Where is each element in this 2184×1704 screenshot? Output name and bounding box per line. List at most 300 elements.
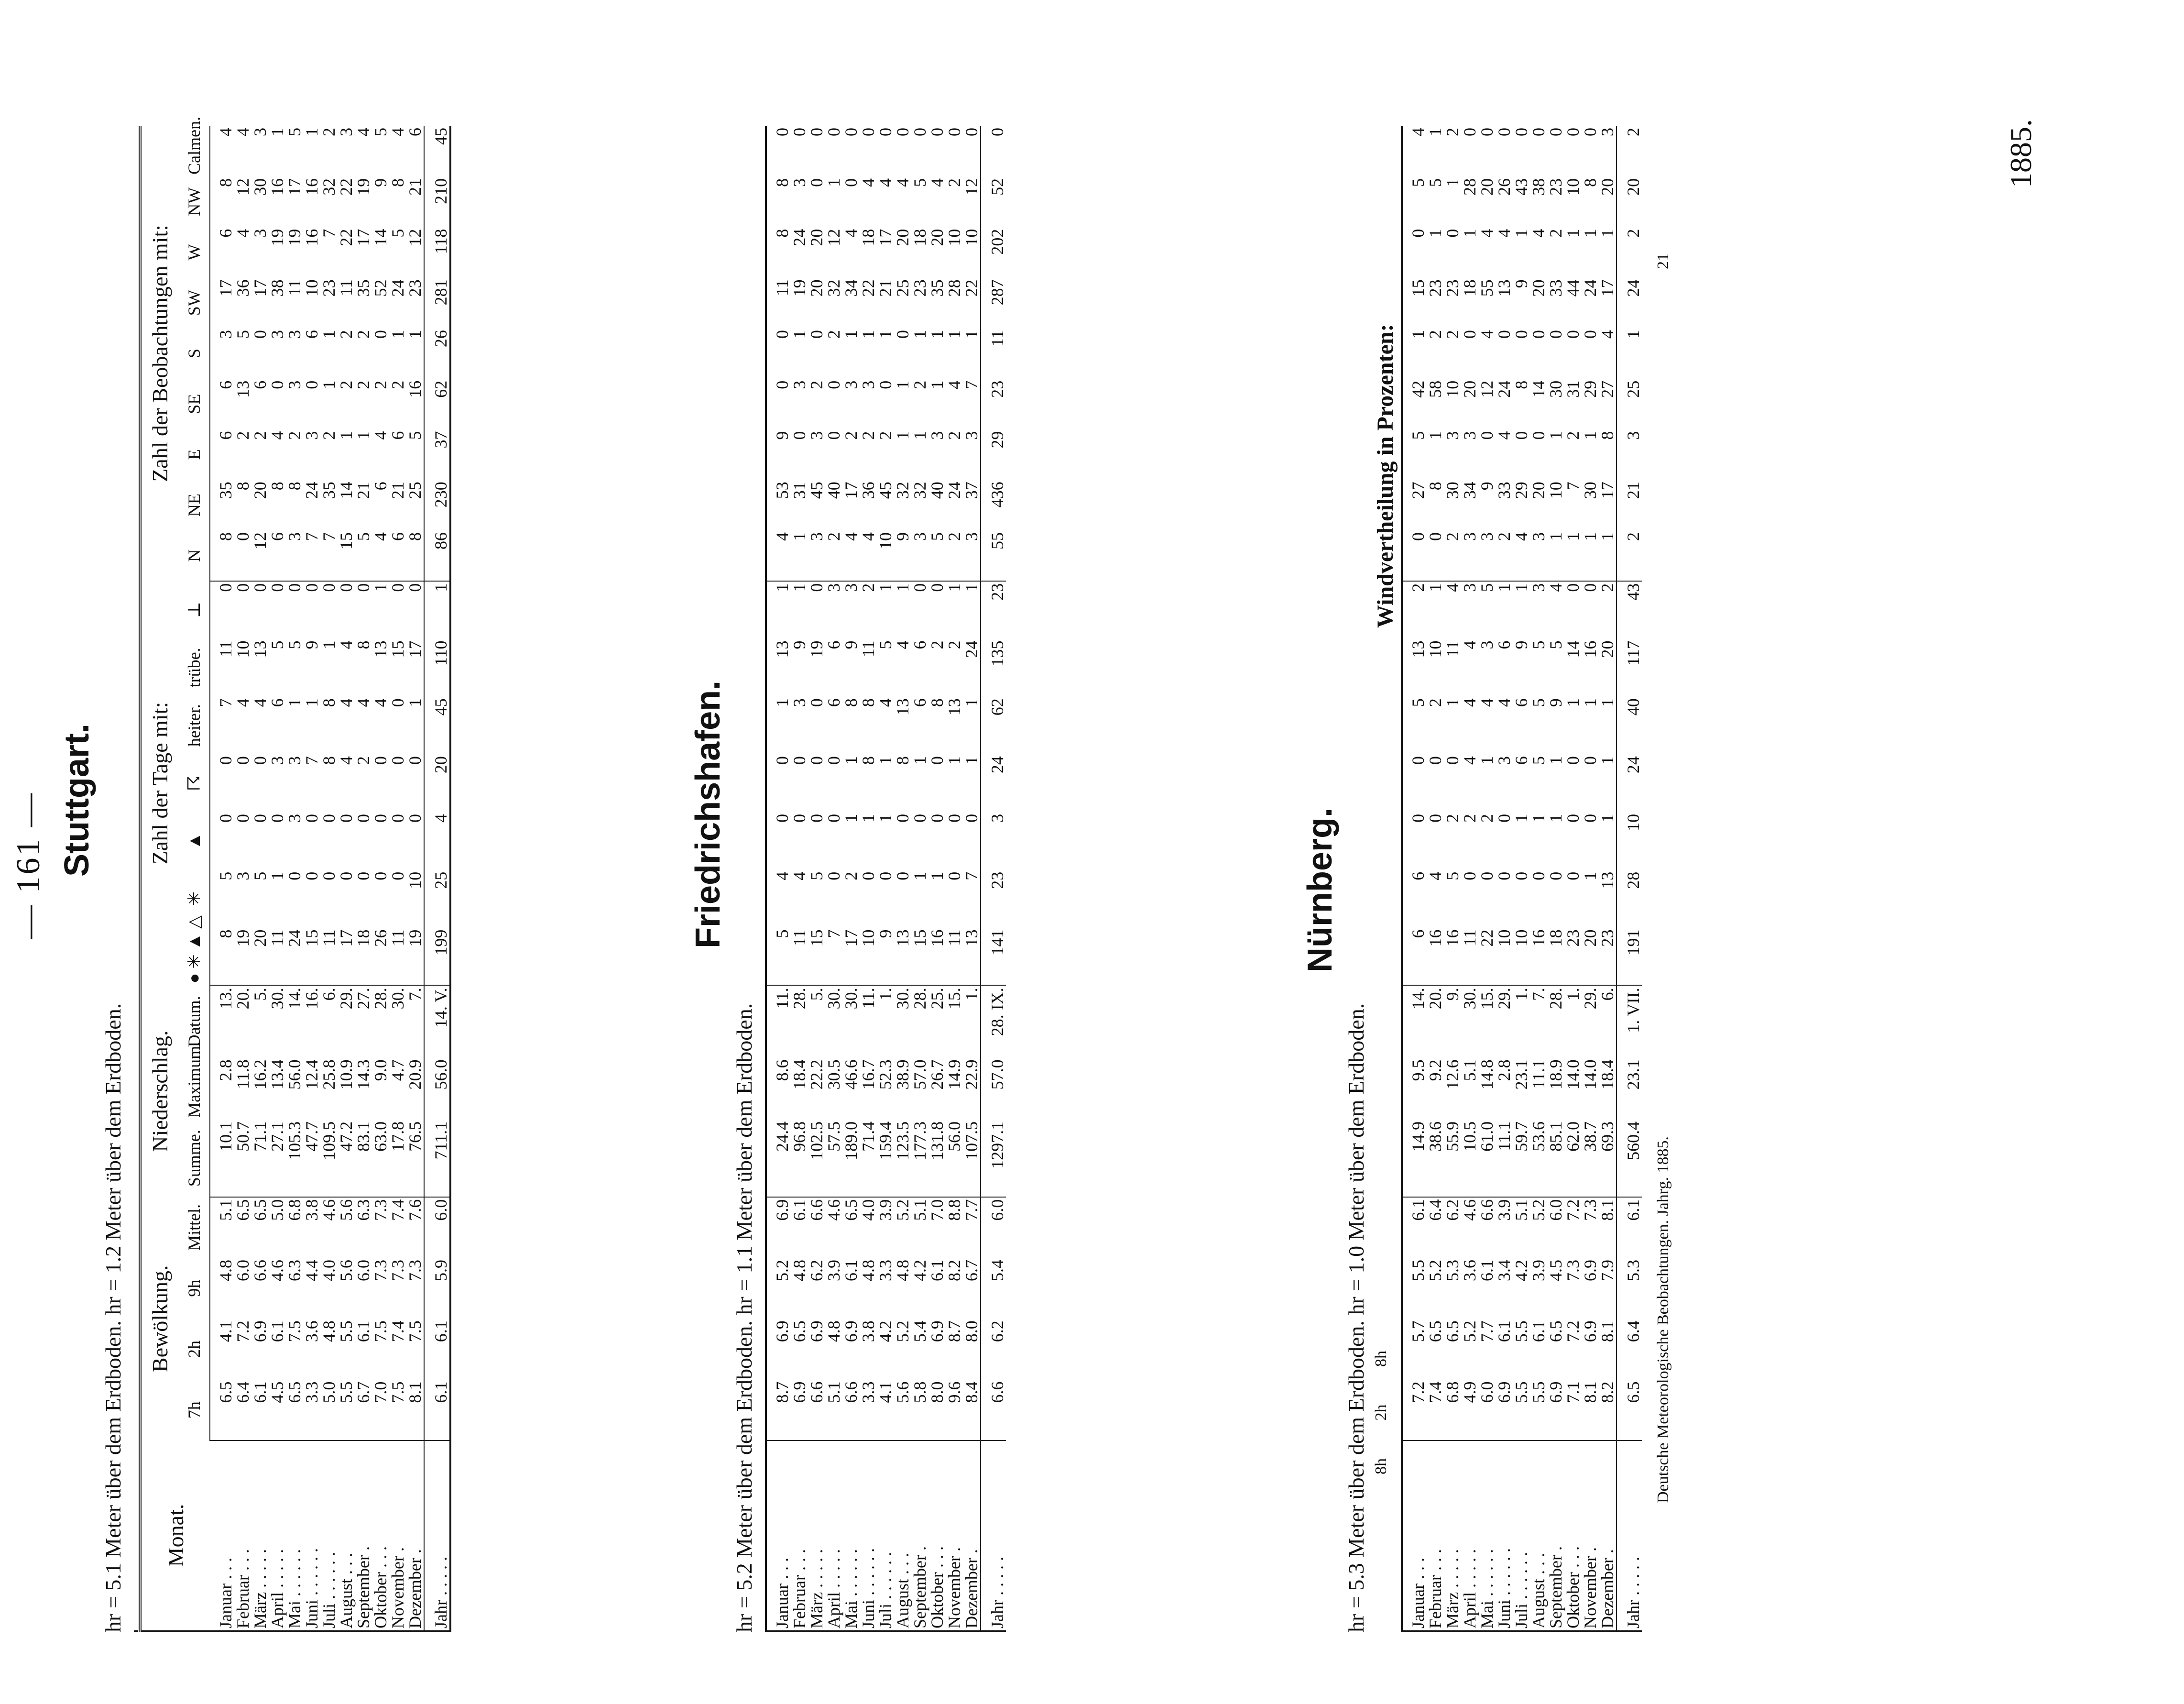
table-cell: 24 — [286, 928, 303, 986]
month-label: Juli . . . . . . — [876, 1551, 895, 1628]
table-cell: 0 — [928, 583, 947, 592]
table-cell: 44 — [1563, 279, 1583, 297]
table-row — [1402, 126, 1427, 1631]
table-cell: 4 — [337, 640, 356, 649]
table-cell: 9 — [841, 640, 861, 649]
table-cell: 0 — [945, 871, 964, 880]
table-cell: 2 — [1409, 583, 1428, 592]
table-cell: 15. — [1477, 988, 1496, 1010]
year-cell: 560.4 — [1616, 1120, 1642, 1197]
table-cell: 23.1 — [1512, 1059, 1531, 1090]
table-cell: 1 — [910, 431, 929, 440]
table-cell: 0 — [790, 814, 809, 823]
footer-sheet-number: 21 — [1654, 253, 1672, 269]
table-cell: 5.2 — [1426, 1259, 1445, 1281]
table-cell: 4 — [1529, 229, 1548, 238]
month-label: September . — [354, 1546, 373, 1628]
table-cell: 42 — [1409, 380, 1428, 398]
year-cell: 11 — [981, 328, 1006, 379]
table-cell: 0 — [388, 698, 407, 707]
table-cell: 0 — [1581, 814, 1600, 823]
table-cell: 36 — [859, 482, 878, 499]
subheader-6: Datum. — [179, 985, 210, 1057]
table-cell: 24 — [1495, 380, 1514, 398]
table-cell: 8.1 — [406, 1380, 424, 1440]
table-cell: 8.1 — [1598, 1199, 1617, 1221]
table-cell: 30. — [1460, 988, 1479, 1010]
table-cell: 30. — [824, 988, 843, 1010]
table-cell: 24 — [962, 640, 981, 658]
table-cell: 0 — [893, 128, 912, 136]
table-cell: 5.2 — [893, 1320, 912, 1342]
table-cell: 20 — [1582, 928, 1599, 986]
table-cell: 23 — [319, 279, 339, 297]
table-cell: 6.9 — [841, 1320, 861, 1342]
month-label: Juni . . . . . . — [859, 1548, 878, 1628]
table-cell: 1 — [371, 583, 390, 592]
table-cell: 0 — [405, 583, 425, 592]
year-cell: 6.0 — [424, 1197, 450, 1258]
table-row — [251, 126, 269, 1631]
table-cell: 10 — [405, 871, 425, 889]
table-cell: 7.3 — [388, 1260, 407, 1282]
year-cell: 6.0 — [981, 1197, 1006, 1258]
table-cell: 0 — [1495, 814, 1514, 823]
table-cell: 4 — [1495, 431, 1514, 440]
year-cell: 6.1 — [424, 1380, 450, 1440]
table-cell: 159.4 — [877, 1120, 894, 1197]
table-cell: 0 — [268, 380, 287, 389]
table-cell: 4.6 — [268, 1260, 287, 1282]
table-cell: 20 — [807, 279, 826, 297]
table-cell: 1 — [790, 583, 809, 592]
table-cell: 16 — [302, 178, 321, 196]
table-cell: 3.3 — [876, 1259, 895, 1281]
table-cell: 3 — [824, 583, 843, 592]
table-cell: 1 — [791, 530, 808, 581]
table-cell: 10.9 — [337, 1059, 356, 1090]
table-cell: 109.5 — [320, 1120, 338, 1197]
table-cell: 2 — [859, 583, 878, 592]
table-cell: 6.5 — [841, 1199, 861, 1221]
table-cell: 102.5 — [808, 1120, 825, 1197]
table-cell: 0 — [234, 530, 251, 581]
table-cell: 15 — [388, 640, 407, 658]
table-cell: 14 — [1563, 640, 1583, 658]
table-cell: 0 — [371, 330, 390, 339]
table-cell: 6.0 — [354, 1260, 373, 1282]
table-row — [860, 126, 877, 1631]
footer-publication: Deutsche Meteorologische Beobachtungen. Jahrg. 1885. — [1654, 1136, 1672, 1503]
table-cell: 0 — [945, 128, 964, 136]
table-cell: 71.4 — [860, 1120, 877, 1197]
table-cell: 8 — [388, 178, 407, 187]
table-cell: 3 — [1460, 583, 1479, 592]
table-cell: 0 — [251, 814, 270, 823]
table-cell: 14.3 — [354, 1059, 373, 1090]
table-cell: 8 — [1512, 380, 1531, 389]
table-cell: 0 — [302, 380, 321, 389]
year-cell: 5.9 — [424, 1258, 450, 1319]
table-cell: 0 — [216, 814, 235, 823]
table-row — [963, 126, 981, 1631]
table-cell: 3 — [859, 380, 878, 389]
table-cell: 6 — [302, 330, 321, 339]
table-cell: 6.9 — [791, 1380, 808, 1440]
table-cell: 6. — [319, 988, 339, 1001]
table-cell: 10 — [302, 279, 321, 297]
table-cell: 20 — [251, 482, 270, 499]
table-cell: 5.5 — [1513, 1380, 1530, 1440]
table-cell: 0 — [319, 814, 339, 823]
table-cell: 0 — [1529, 871, 1548, 880]
table-cell: 5.1 — [1460, 1059, 1479, 1081]
table-cell: 6.1 — [1495, 1320, 1514, 1342]
table-cell: 0 — [773, 380, 792, 389]
table-cell: 7 — [825, 928, 842, 986]
table-cell: 0 — [790, 756, 809, 765]
table-cell: 6.1 — [251, 1380, 269, 1440]
table-cell: 25 — [893, 279, 912, 297]
table-cell: 1 — [928, 380, 947, 389]
table-cell: 6.3 — [285, 1260, 304, 1282]
table-cell: 8 — [406, 530, 424, 581]
table-cell: 0 — [807, 814, 826, 823]
table-cell: 1 — [1598, 756, 1617, 765]
table-cell: 3 — [1477, 640, 1496, 649]
table-cell: 0 — [1546, 330, 1565, 339]
table-cell: 10 — [877, 530, 894, 581]
table-cell: 9.2 — [1426, 1059, 1445, 1081]
table-cell: 0 — [773, 756, 792, 765]
table-cell: 10 — [1563, 178, 1583, 196]
table-cell: 2 — [1496, 530, 1513, 581]
year-cell: 56.0 — [424, 1057, 450, 1119]
table-cell: 1 — [773, 698, 792, 707]
table-cell: 32 — [824, 279, 843, 297]
table-cell: 10.1 — [210, 1120, 234, 1197]
table-cell: 32 — [319, 178, 339, 196]
table-cell: 33 — [1495, 482, 1514, 499]
table-cell: 0 — [1409, 229, 1428, 238]
table-row — [766, 126, 791, 1631]
month-label: November . — [388, 1547, 407, 1628]
subheader-16: E — [179, 429, 210, 480]
table-cell: 57.0 — [910, 1059, 929, 1090]
table-cell: 15. — [945, 988, 964, 1010]
table-cell: 3 — [962, 431, 981, 440]
year-cell: 4 — [424, 812, 450, 870]
table-cell: 5 — [928, 530, 946, 581]
table-cell: 18 — [1460, 279, 1479, 297]
table-cell: 189.0 — [842, 1120, 860, 1197]
table-cell: 7.5 — [405, 1320, 425, 1342]
table-cell: 1 — [268, 871, 287, 880]
table-cell: 1 — [302, 128, 321, 136]
table-cell: 1 — [1512, 583, 1531, 592]
table-cell: 11 — [859, 640, 878, 658]
table-row — [406, 126, 424, 1631]
table-cell: 6.2 — [807, 1259, 826, 1281]
table-cell: 8 — [210, 530, 234, 581]
table-cell: 6.6 — [1477, 1199, 1496, 1221]
year-cell: 52 — [981, 176, 1006, 227]
table-cell: 0 — [1529, 330, 1548, 339]
subheader-4: Summe. — [179, 1120, 210, 1197]
table-cell: 24 — [388, 279, 407, 297]
table-cell: 16 — [1444, 928, 1461, 986]
table-cell: 13 — [371, 640, 390, 658]
table-cell: 0 — [251, 583, 270, 592]
table-cell: 6.1 — [268, 1320, 287, 1342]
table-cell: 0 — [251, 756, 270, 765]
subheader-5: Maximum. — [179, 1057, 210, 1119]
table-cell: 22 — [859, 279, 878, 297]
table-cell: 6.2 — [1443, 1199, 1462, 1221]
year-cell: 1 — [1616, 328, 1642, 379]
table-cell: 0 — [1563, 871, 1583, 880]
table-cell: 5.2 — [1460, 1320, 1479, 1342]
month-label: Januar . . . — [1409, 1558, 1428, 1628]
table-cell: 4 — [1598, 330, 1617, 339]
table-cell: 8.0 — [928, 1380, 946, 1440]
year-cell: 28. IX. — [981, 985, 1006, 1057]
table-cell: 34 — [841, 279, 861, 297]
year-cell: 2 — [1616, 227, 1642, 278]
table-cell: 5.7 — [1409, 1320, 1428, 1342]
table-cell: 9. — [1443, 988, 1462, 1001]
table-cell: 131.8 — [928, 1120, 946, 1197]
table-row — [911, 126, 928, 1631]
table-cell: 11. — [773, 988, 792, 1009]
table-cell: 4.4 — [302, 1260, 321, 1282]
table-cell: 4.9 — [1461, 1380, 1478, 1440]
table-cell: 32 — [893, 482, 912, 499]
table-cell: 5. — [251, 988, 270, 1001]
table-cell: 4.2 — [1512, 1259, 1531, 1281]
table-cell: 0 — [893, 814, 912, 823]
table-cell: 1 — [1581, 431, 1600, 440]
table-cell: 6 — [216, 380, 235, 389]
table-cell: 1 — [319, 330, 339, 339]
table-cell: 96.8 — [791, 1120, 808, 1197]
table-cell: 1 — [910, 756, 929, 765]
year-row — [981, 126, 1006, 1631]
table-cell: 1 — [962, 583, 981, 592]
table-cell: 4 — [859, 178, 878, 187]
month-label: März . . . . . — [251, 1549, 270, 1628]
table-cell: 5 — [1529, 698, 1548, 707]
station-title-friedrichshafen: Friedrichshafen. — [689, 680, 727, 948]
subheader-2: 9h — [179, 1258, 210, 1319]
table-cell: 17 — [841, 482, 861, 499]
table-cell: 0 — [910, 583, 929, 592]
table-cell: 3 — [963, 530, 981, 581]
table-cell: 0 — [1409, 756, 1428, 765]
table-cell: 0 — [1512, 128, 1531, 136]
table-cell: 2 — [388, 380, 407, 389]
table-cell: 15 — [338, 530, 355, 581]
table-cell: 0 — [337, 583, 356, 592]
table-cell: 8.2 — [945, 1259, 964, 1281]
table-cell: 23 — [1426, 279, 1445, 297]
table-cell: 0 — [405, 756, 425, 765]
table-cell: 7.0 — [372, 1380, 389, 1440]
year-cell: 23 — [981, 581, 1006, 639]
table-cell: 6.0 — [1478, 1380, 1496, 1440]
month-label: Februar . . . — [233, 1549, 252, 1628]
year-cell: 5.3 — [1616, 1258, 1642, 1319]
table-cell: 27. — [354, 988, 373, 1010]
table-cell: 30 — [1546, 380, 1565, 398]
table-cell: 16 — [1530, 928, 1547, 986]
table-cell: 4 — [1443, 583, 1462, 592]
table-cell: 55.9 — [1444, 1120, 1461, 1197]
table-cell: 3.9 — [1495, 1199, 1514, 1221]
table-cell: 23 — [910, 279, 929, 297]
table-cell: 8.4 — [963, 1380, 981, 1440]
table-cell: 30 — [251, 178, 270, 196]
table-cell: 16 — [928, 928, 946, 986]
table-cell: 0 — [371, 814, 390, 823]
table-cell: 5 — [876, 640, 895, 649]
table-cell: 22.9 — [962, 1059, 981, 1090]
table-cell: 3 — [808, 530, 825, 581]
table-cell: 22 — [1478, 928, 1496, 986]
table-cell: 2 — [1443, 128, 1462, 136]
table-row — [303, 126, 320, 1631]
table-cell: 0 — [1581, 583, 1600, 592]
table-cell: 8 — [1426, 482, 1445, 491]
table-cell: 1 — [405, 698, 425, 707]
table-cell: 7 — [1563, 482, 1583, 491]
table-cell: 21 — [876, 279, 895, 297]
table-cell: 9 — [877, 928, 894, 986]
table-cell: 10 — [860, 928, 877, 986]
table-cell: 2 — [354, 756, 373, 765]
table-cell: 12 — [824, 229, 843, 246]
table-cell: 7.5 — [285, 1320, 304, 1342]
table-cell: 16. — [302, 988, 321, 1010]
table-cell: 7 — [319, 229, 339, 238]
table-row — [1547, 126, 1564, 1631]
table-cell: 3 — [285, 814, 304, 823]
table-row — [372, 126, 389, 1631]
table-cell: 2 — [910, 380, 929, 389]
subheader-11: heiter. — [179, 696, 210, 754]
table-cell: 1 — [1477, 756, 1496, 765]
table-cell: 0 — [1529, 431, 1548, 440]
year-cell: 37 — [424, 429, 450, 480]
table-cell: 1. — [1563, 988, 1583, 1001]
table-cell: 4 — [216, 128, 235, 136]
table-cell: 25 — [405, 482, 425, 499]
wind-title: Windvertheilung in Prozenten: — [1373, 324, 1398, 628]
year-cell: 230 — [424, 480, 450, 530]
table-cell: 4 — [945, 380, 964, 389]
table-cell: 38.9 — [893, 1059, 912, 1090]
month-label: April . . . . . — [824, 1549, 843, 1628]
table-cell: 8 — [928, 698, 947, 707]
year-row — [424, 126, 450, 1631]
month-label: Dezember . — [405, 1549, 425, 1628]
table-cell: 38.7 — [1582, 1120, 1599, 1197]
table-cell: 19 — [790, 279, 809, 297]
year-cell: 43 — [1616, 581, 1642, 639]
table-cell: 5 — [1443, 871, 1462, 880]
table-cell: 0 — [807, 698, 826, 707]
month-label: Mai . . . . . . — [285, 1549, 304, 1628]
table-cell: 30.5 — [824, 1059, 843, 1090]
table-cell: 3 — [285, 380, 304, 389]
table-cell: 6.1 — [841, 1259, 861, 1281]
year-cell: 135 — [981, 638, 1006, 696]
table-cell: 1 — [1426, 583, 1445, 592]
table-cell: 7.4 — [388, 1320, 407, 1342]
table-cell: 19 — [268, 229, 287, 246]
table-cell: 7.2 — [1563, 1199, 1583, 1221]
table-cell: 4 — [860, 530, 877, 581]
table-row — [210, 126, 234, 1631]
table-cell: 2 — [807, 380, 826, 389]
year-cell: 6.5 — [1616, 1380, 1642, 1440]
table-cell: 24 — [1581, 279, 1600, 297]
table-cell: 17.8 — [389, 1120, 406, 1197]
table-cell: 1 — [928, 330, 947, 339]
table-cell: 2 — [319, 128, 339, 136]
table-row — [894, 126, 911, 1631]
table-cell: 45 — [807, 482, 826, 499]
year-cell: 86 — [424, 530, 450, 581]
table-cell: 0 — [928, 128, 947, 136]
header-cloud: Bewölkung. — [148, 1265, 172, 1373]
year-cell: 57.0 — [981, 1057, 1006, 1119]
table-cell: 3 — [1461, 530, 1478, 581]
table-cell: 5 — [216, 871, 235, 880]
table-cell: 11 — [389, 928, 406, 986]
table-cell: 6 — [910, 640, 929, 649]
table-cell: 36 — [233, 279, 252, 297]
table-cell: 4 — [1477, 698, 1496, 707]
table-cell: 29 — [1581, 380, 1600, 398]
subheader-18: S — [179, 328, 210, 379]
table-cell: 38 — [1529, 178, 1548, 196]
table-cell: 28. — [1546, 988, 1565, 1010]
table-row — [946, 126, 963, 1631]
table-cell: 20 — [1529, 482, 1548, 499]
table-cell: 0 — [773, 330, 792, 339]
table-cell: 4 — [354, 128, 373, 136]
table-cell: 0 — [824, 380, 843, 389]
table-cell: 2 — [1426, 698, 1445, 707]
table-cell: 3 — [1598, 128, 1617, 136]
table-cell: 50.7 — [234, 1120, 251, 1197]
table-cell: 29. — [1495, 988, 1514, 1010]
table-cell: 1 — [1563, 229, 1583, 238]
table-cell: 4 — [371, 431, 390, 440]
table-cell: 23 — [1599, 928, 1616, 986]
table-cell: 20 — [893, 229, 912, 246]
table-cell: 9 — [1477, 482, 1496, 491]
table-cell: 25.8 — [319, 1059, 339, 1090]
table-cell: 6 — [251, 380, 270, 389]
table-cell: 7.3 — [1563, 1259, 1583, 1281]
table-cell: 1 — [893, 583, 912, 592]
table-cell: 0 — [1426, 814, 1445, 823]
table-cell: 6.5 — [1546, 1320, 1565, 1342]
month-label: Mai . . . . . . — [1477, 1549, 1496, 1628]
subheader-22: Calmen. — [179, 126, 210, 176]
